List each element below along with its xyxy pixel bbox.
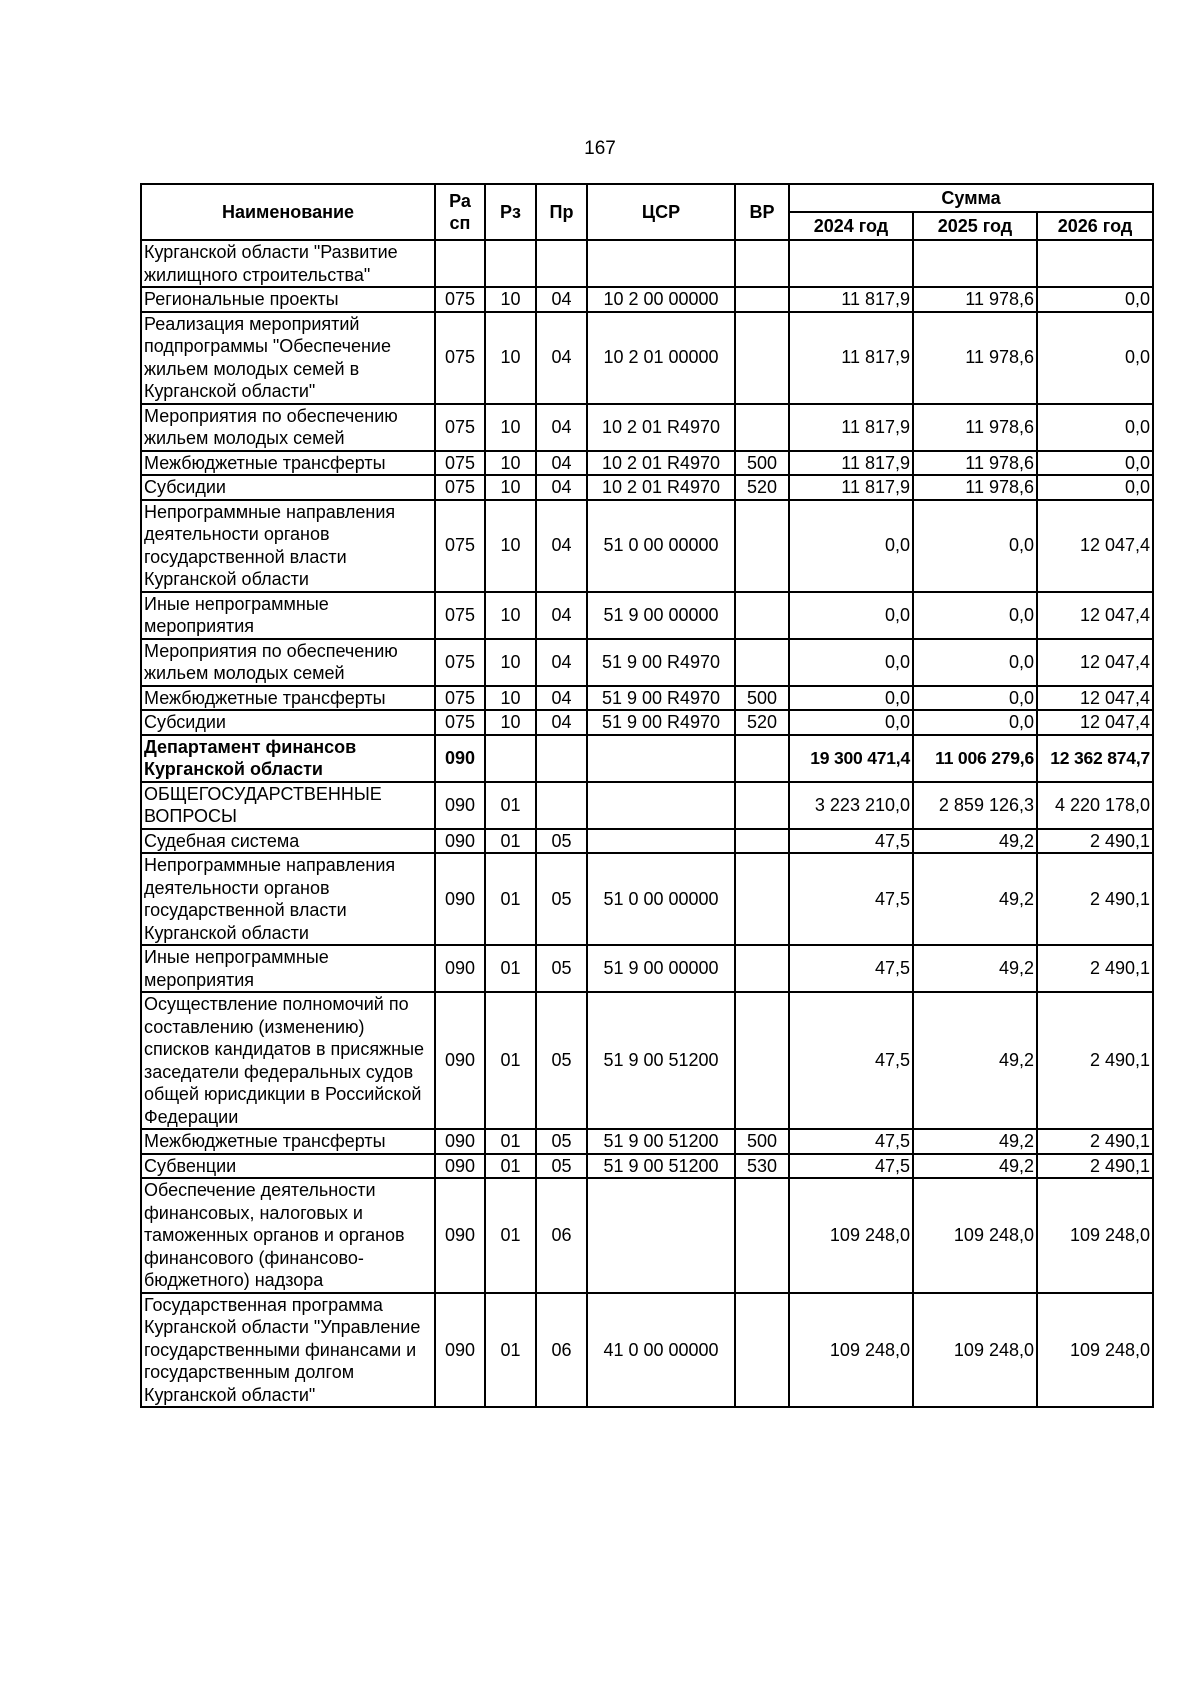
cell-rasp: 075 [435, 451, 485, 476]
cell-rasp: 090 [435, 945, 485, 992]
cell-rasp: 090 [435, 1293, 485, 1408]
cell-2026: 12 047,4 [1037, 686, 1153, 711]
cell-2026: 2 490,1 [1037, 992, 1153, 1129]
cell-name: Субсидии [141, 710, 435, 735]
cell-rz: 01 [485, 829, 536, 854]
cell-csr [587, 240, 735, 287]
cell-rz: 10 [485, 451, 536, 476]
header-pr: Пр [536, 184, 587, 240]
cell-pr: 06 [536, 1293, 587, 1408]
table-row [141, 710, 1153, 735]
header-rz: Рз [485, 184, 536, 240]
cell-2024: 47,5 [789, 1129, 913, 1154]
cell-rz [485, 240, 536, 287]
table-row [141, 287, 1153, 312]
cell-2025: 109 248,0 [913, 1293, 1037, 1408]
cell-2024: 109 248,0 [789, 1178, 913, 1293]
table-row [141, 853, 1153, 945]
cell-rz: 10 [485, 592, 536, 639]
cell-2025: 11 978,6 [913, 287, 1037, 312]
cell-csr [587, 829, 735, 854]
cell-rasp: 075 [435, 312, 485, 404]
header-rasp: Ра сп [435, 184, 485, 240]
cell-2026: 0,0 [1037, 451, 1153, 476]
cell-name: Мероприятия по обеспечению жильем молодых семей [141, 639, 435, 686]
table-row [141, 500, 1153, 592]
cell-rz: 10 [485, 710, 536, 735]
budget-table [140, 183, 1154, 1408]
cell-name: Межбюджетные трансферты [141, 1129, 435, 1154]
cell-rz: 01 [485, 1154, 536, 1179]
cell-csr [587, 1178, 735, 1293]
table-row [141, 404, 1153, 451]
cell-2025: 49,2 [913, 853, 1037, 945]
cell-vr [735, 404, 789, 451]
cell-vr: 500 [735, 451, 789, 476]
cell-2024: 109 248,0 [789, 1293, 913, 1408]
cell-2026: 2 490,1 [1037, 945, 1153, 992]
cell-2024 [789, 240, 913, 287]
cell-rz: 10 [485, 475, 536, 500]
table-row [141, 992, 1153, 1129]
cell-2024: 0,0 [789, 639, 913, 686]
cell-2024: 0,0 [789, 500, 913, 592]
cell-rasp: 090 [435, 829, 485, 854]
cell-2026: 12 047,4 [1037, 639, 1153, 686]
table-row [141, 782, 1153, 829]
cell-2025: 11 978,6 [913, 312, 1037, 404]
table-row [141, 1129, 1153, 1154]
cell-2026: 4 220 178,0 [1037, 782, 1153, 829]
cell-2025: 0,0 [913, 710, 1037, 735]
table-header [141, 184, 1153, 240]
cell-2024: 11 817,9 [789, 451, 913, 476]
cell-pr: 05 [536, 1129, 587, 1154]
cell-pr: 04 [536, 475, 587, 500]
cell-pr: 04 [536, 686, 587, 711]
cell-rz: 10 [485, 500, 536, 592]
cell-2024: 11 817,9 [789, 312, 913, 404]
cell-name: Межбюджетные трансферты [141, 451, 435, 476]
cell-2024: 47,5 [789, 853, 913, 945]
table-row [141, 735, 1153, 782]
cell-rasp: 075 [435, 592, 485, 639]
cell-2025: 49,2 [913, 829, 1037, 854]
cell-2025: 0,0 [913, 639, 1037, 686]
cell-rz: 01 [485, 945, 536, 992]
cell-name: Осуществление полномочий по составлению (изменению) списков кандидатов в присяжные заседатели федеральных судов общей юрисдикции в Российской Федерации [141, 992, 435, 1129]
cell-vr [735, 782, 789, 829]
table-row [141, 1293, 1153, 1408]
cell-rz: 01 [485, 853, 536, 945]
cell-2026 [1037, 240, 1153, 287]
table-row [141, 639, 1153, 686]
cell-2025: 11 978,6 [913, 451, 1037, 476]
cell-vr: 520 [735, 475, 789, 500]
cell-2026: 0,0 [1037, 404, 1153, 451]
cell-2025 [913, 240, 1037, 287]
cell-name: Судебная система [141, 829, 435, 854]
cell-pr: 04 [536, 312, 587, 404]
cell-rasp: 075 [435, 710, 485, 735]
cell-csr: 51 0 00 00000 [587, 500, 735, 592]
cell-csr: 51 9 00 51200 [587, 992, 735, 1129]
cell-csr: 51 9 00 00000 [587, 592, 735, 639]
cell-2026: 109 248,0 [1037, 1293, 1153, 1408]
cell-2025: 11 006 279,6 [913, 735, 1037, 782]
cell-rasp: 075 [435, 686, 485, 711]
cell-name: Субсидии [141, 475, 435, 500]
table-row [141, 1154, 1153, 1179]
cell-pr: 04 [536, 287, 587, 312]
cell-2025: 0,0 [913, 500, 1037, 592]
cell-rz: 01 [485, 1293, 536, 1408]
cell-name: Реализация мероприятий подпрограммы "Обеспечение жильем молодых семей в Курганской области" [141, 312, 435, 404]
cell-2025: 11 978,6 [913, 404, 1037, 451]
cell-pr [536, 735, 587, 782]
cell-vr [735, 1178, 789, 1293]
cell-rasp: 090 [435, 735, 485, 782]
header-name: Наименование [141, 184, 435, 240]
cell-rasp: 075 [435, 475, 485, 500]
cell-pr: 05 [536, 992, 587, 1129]
table-row [141, 592, 1153, 639]
cell-vr [735, 312, 789, 404]
cell-pr [536, 240, 587, 287]
table-row [141, 312, 1153, 404]
cell-csr: 10 2 01 R4970 [587, 475, 735, 500]
table-row [141, 686, 1153, 711]
cell-csr: 51 0 00 00000 [587, 853, 735, 945]
cell-vr [735, 639, 789, 686]
cell-vr [735, 240, 789, 287]
cell-pr: 05 [536, 853, 587, 945]
cell-2026: 12 047,4 [1037, 710, 1153, 735]
cell-pr: 04 [536, 404, 587, 451]
cell-rz: 01 [485, 1178, 536, 1293]
cell-pr: 05 [536, 829, 587, 854]
cell-2024: 0,0 [789, 592, 913, 639]
cell-2024: 11 817,9 [789, 404, 913, 451]
cell-rasp [435, 240, 485, 287]
cell-rz: 01 [485, 782, 536, 829]
cell-name: ОБЩЕГОСУДАРСТВЕННЫЕ ВОПРОСЫ [141, 782, 435, 829]
table-row [141, 829, 1153, 854]
cell-2024: 47,5 [789, 992, 913, 1129]
cell-csr: 51 9 00 R4970 [587, 686, 735, 711]
cell-2026: 12 362 874,7 [1037, 735, 1153, 782]
cell-2025: 11 978,6 [913, 475, 1037, 500]
cell-rz: 01 [485, 992, 536, 1129]
cell-name: Иные непрограммные мероприятия [141, 945, 435, 992]
cell-rz: 10 [485, 287, 536, 312]
cell-2024: 11 817,9 [789, 475, 913, 500]
cell-vr [735, 1293, 789, 1408]
cell-2025: 109 248,0 [913, 1178, 1037, 1293]
cell-pr: 05 [536, 1154, 587, 1179]
cell-2024: 47,5 [789, 945, 913, 992]
cell-name: Курганской области "Развитие жилищного строительства" [141, 240, 435, 287]
header-csr: ЦСР [587, 184, 735, 240]
cell-csr: 51 9 00 R4970 [587, 710, 735, 735]
table-row [141, 240, 1153, 287]
cell-name: Непрограммные направления деятельности органов государственной власти Курганской области [141, 853, 435, 945]
cell-rasp: 090 [435, 1129, 485, 1154]
cell-2024: 0,0 [789, 710, 913, 735]
cell-csr: 10 2 01 00000 [587, 312, 735, 404]
cell-vr: 500 [735, 686, 789, 711]
cell-pr [536, 782, 587, 829]
header-year-2026: 2026 год [1037, 212, 1153, 240]
cell-pr: 04 [536, 500, 587, 592]
cell-csr [587, 735, 735, 782]
cell-vr: 520 [735, 710, 789, 735]
cell-2024: 19 300 471,4 [789, 735, 913, 782]
cell-rasp: 075 [435, 287, 485, 312]
table-body [141, 240, 1153, 1407]
cell-vr [735, 853, 789, 945]
cell-csr: 51 9 00 51200 [587, 1154, 735, 1179]
cell-2024: 47,5 [789, 829, 913, 854]
cell-2024: 47,5 [789, 1154, 913, 1179]
table-row [141, 475, 1153, 500]
header-vr: ВР [735, 184, 789, 240]
cell-vr [735, 992, 789, 1129]
cell-vr [735, 500, 789, 592]
cell-2026: 109 248,0 [1037, 1178, 1153, 1293]
cell-pr: 04 [536, 592, 587, 639]
cell-name: Государственная программа Курганской области "Управление государственными финансами и государственным долгом Курганской области" [141, 1293, 435, 1408]
cell-csr: 51 9 00 00000 [587, 945, 735, 992]
cell-rz [485, 735, 536, 782]
cell-pr: 04 [536, 451, 587, 476]
cell-name: Иные непрограммные мероприятия [141, 592, 435, 639]
cell-vr [735, 945, 789, 992]
cell-rasp: 090 [435, 992, 485, 1129]
cell-pr: 04 [536, 639, 587, 686]
cell-2024: 3 223 210,0 [789, 782, 913, 829]
cell-name: Обеспечение деятельности финансовых, налоговых и таможенных органов и органов финансового (финансово-бюджетного) надзора [141, 1178, 435, 1293]
cell-name: Межбюджетные трансферты [141, 686, 435, 711]
cell-pr: 04 [536, 710, 587, 735]
cell-rasp: 090 [435, 1154, 485, 1179]
header-sum: Сумма [789, 184, 1153, 212]
cell-2025: 49,2 [913, 992, 1037, 1129]
cell-2026: 12 047,4 [1037, 592, 1153, 639]
cell-rasp: 090 [435, 853, 485, 945]
cell-2026: 2 490,1 [1037, 1154, 1153, 1179]
cell-csr: 10 2 00 00000 [587, 287, 735, 312]
cell-name: Субвенции [141, 1154, 435, 1179]
cell-rz: 10 [485, 312, 536, 404]
cell-2025: 49,2 [913, 1154, 1037, 1179]
cell-name: Мероприятия по обеспечению жильем молодых семей [141, 404, 435, 451]
cell-rasp: 075 [435, 404, 485, 451]
cell-2026: 2 490,1 [1037, 1129, 1153, 1154]
cell-2025: 0,0 [913, 592, 1037, 639]
cell-2024: 11 817,9 [789, 287, 913, 312]
cell-rasp: 075 [435, 500, 485, 592]
table-row [141, 1178, 1153, 1293]
cell-2025: 49,2 [913, 1129, 1037, 1154]
cell-2025: 0,0 [913, 686, 1037, 711]
cell-2026: 0,0 [1037, 475, 1153, 500]
header-year-2025: 2025 год [913, 212, 1037, 240]
cell-name: Департамент финансов Курганской области [141, 735, 435, 782]
page-number: 167 [584, 138, 616, 159]
cell-csr: 51 9 00 R4970 [587, 639, 735, 686]
cell-vr: 500 [735, 1129, 789, 1154]
cell-csr: 10 2 01 R4970 [587, 404, 735, 451]
cell-rz: 01 [485, 1129, 536, 1154]
cell-2026: 0,0 [1037, 287, 1153, 312]
cell-name: Региональные проекты [141, 287, 435, 312]
cell-2025: 49,2 [913, 945, 1037, 992]
cell-name: Непрограммные направления деятельности органов государственной власти Курганской области [141, 500, 435, 592]
cell-csr: 10 2 01 R4970 [587, 451, 735, 476]
cell-2025: 2 859 126,3 [913, 782, 1037, 829]
cell-vr [735, 287, 789, 312]
cell-2026: 12 047,4 [1037, 500, 1153, 592]
cell-rasp: 090 [435, 1178, 485, 1293]
cell-csr [587, 782, 735, 829]
cell-rz: 10 [485, 639, 536, 686]
cell-csr: 51 9 00 51200 [587, 1129, 735, 1154]
cell-rasp: 075 [435, 639, 485, 686]
cell-vr [735, 592, 789, 639]
cell-2024: 0,0 [789, 686, 913, 711]
cell-vr [735, 735, 789, 782]
table-row [141, 451, 1153, 476]
cell-rasp: 090 [435, 782, 485, 829]
cell-pr: 05 [536, 945, 587, 992]
cell-vr: 530 [735, 1154, 789, 1179]
header-year-2024: 2024 год [789, 212, 913, 240]
cell-2026: 2 490,1 [1037, 829, 1153, 854]
cell-2026: 2 490,1 [1037, 853, 1153, 945]
cell-2026: 0,0 [1037, 312, 1153, 404]
cell-rz: 10 [485, 404, 536, 451]
cell-rz: 10 [485, 686, 536, 711]
cell-vr [735, 829, 789, 854]
table-row [141, 945, 1153, 992]
cell-csr: 41 0 00 00000 [587, 1293, 735, 1408]
cell-pr: 06 [536, 1178, 587, 1293]
